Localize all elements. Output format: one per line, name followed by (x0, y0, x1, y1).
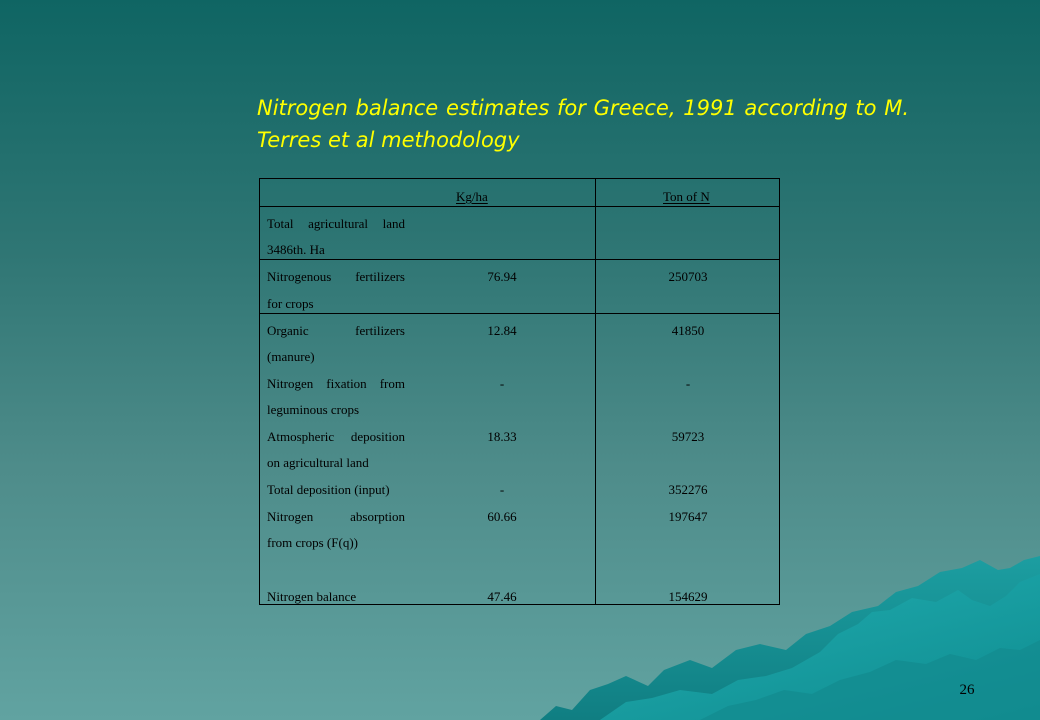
row-label-atmospheric-2: on agricultural land (267, 455, 369, 470)
row-label-total-land-1: Total agricultural land (267, 216, 405, 231)
row-label-organic-1: Organic fertilizers (267, 323, 405, 338)
cell-ton-organic: 41850 (671, 323, 705, 338)
page-number: 26 (959, 682, 975, 698)
header-ton-of-n: Ton of N (663, 189, 710, 204)
cell-kgha-absorption: 60.66 (487, 509, 517, 524)
row-label-absorption-1: Nitrogen absorption (267, 509, 405, 524)
cell-ton-absorption: 197647 (668, 509, 708, 524)
cell-kgha-nitrogenous: 76.94 (487, 269, 517, 284)
row-label-fixation-2: leguminous crops (267, 402, 360, 417)
cell-kgha-fixation: - (499, 376, 505, 391)
row-label-total-deposition: Total deposition (input) (267, 482, 390, 497)
cell-kgha-atmospheric: 18.33 (487, 429, 517, 444)
cell-kgha-organic: 12.84 (487, 323, 517, 338)
cell-ton-nitrogenous: 250703 (668, 269, 708, 284)
slide-title: Nitrogen balance estimates for Greece, 1991 according to M. Terres et al methodology (257, 96, 909, 152)
row-label-organic-2: (manure) (267, 349, 315, 364)
row-label-fixation-1: Nitrogen fixation from (267, 376, 405, 391)
row-label-absorption-2: from crops (F(q)) (267, 535, 358, 550)
row-label-atmospheric-1: Atmospheric deposition (267, 429, 405, 444)
cell-ton-nitrogen-balance: 154629 (668, 589, 708, 604)
cell-ton-total-deposition: 352276 (668, 482, 708, 497)
row-label-nitrogenous-2: for crops (267, 296, 314, 311)
cell-ton-fixation: - (685, 376, 691, 391)
cell-ton-atmospheric: 59723 (671, 429, 705, 444)
row-label-nitrogen-balance: Nitrogen balance (267, 589, 357, 604)
cell-kgha-total-deposition: - (499, 482, 505, 497)
row-label-nitrogenous-1: Nitrogenous fertilizers (267, 269, 405, 284)
header-kg-ha: Kg/ha (456, 189, 488, 204)
nitrogen-balance-table (259, 178, 780, 605)
cell-kgha-nitrogen-balance: 47.46 (487, 589, 517, 604)
row-label-total-land-2: 3486th. Ha (267, 242, 325, 257)
